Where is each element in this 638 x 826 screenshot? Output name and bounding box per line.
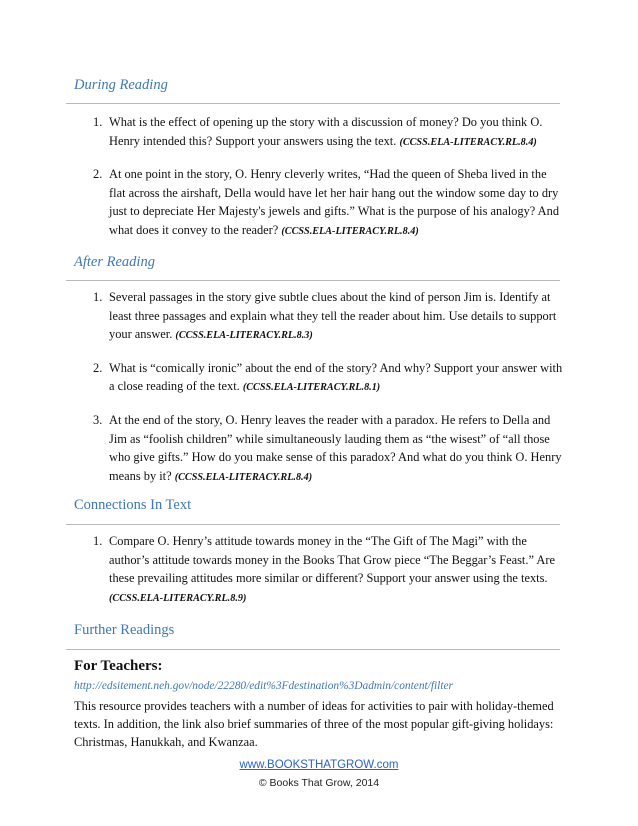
question-text: Several passages in the story give subtle clues about the kind of person Jim is. Identify at least three passages and explain what they tell the reader about him. Use details to support your answer. [109,290,557,342]
standard-citation: (CCSS.ELA-LITERACY.RL.8.4) [399,136,537,148]
section-title-during-reading: During Reading [74,77,168,93]
footer-website-link[interactable]: www.BOOKSTHATGROW.com [239,759,399,771]
during-reading-questions [66,113,566,242]
section-title-after-reading: After Reading [74,254,155,270]
after-reading-questions [66,288,566,487]
section-divider [66,524,560,525]
connections-questions [66,532,566,608]
for-teachers-heading: For Teachers: [74,658,163,674]
section-divider [66,103,560,104]
question-number: 1. [93,290,103,304]
standard-citation: (CCSS.ELA-LITERACY.RL.8.9) [109,592,247,604]
section-title-connections-in-text: Connections In Text [74,497,192,513]
teachers-resource-link[interactable]: http://edsitement.neh.gov/node/22280/edit%3Fdestination%3Dadmin/content/filter [74,680,453,692]
standard-citation: (CCSS.ELA-LITERACY.RL.8.3) [175,330,313,342]
footer-copyright: © Books That Grow, 2014 [258,777,380,789]
teachers-resource-description: This resource provides teachers with a number of ideas for activities to pair with holiday-themed texts. In addition, the link also brief summaries of three of the most popular gift-giving holidays: Christmas, Hanukkah, and Kwanzaa. [74,699,554,749]
question-number: 2. [93,167,103,182]
standard-citation: (CCSS.ELA-LITERACY.RL.8.1) [242,382,381,394]
question-item [66,165,566,241]
question-item [66,532,566,608]
section-title-further-readings: Further Readings [74,622,175,638]
question-number: 1. [93,115,103,129]
question-number: 1. [93,534,103,548]
question-number: 3. [93,412,103,427]
section-divider [66,649,560,650]
question-text: What is “comically ironic” about the end of the story? And why? Support your answer with a close reading of the text. [109,360,563,394]
standard-citation: (CCSS.ELA-LITERACY.RL.8.4) [174,471,313,483]
question-item [66,288,566,346]
question-text: At one point in the story, O. Henry cleverly writes, “Had the queen of Sheba lived in the flat across the airshaft, Della would have let her hair hang out the window some day to dry just to depreciate Her Majesty's jewels and gifts.” What is the purpose of his analogy? And what does it convey to the reader? [109,167,560,237]
question-text: What is the effect of opening up the story with a discussion of money? Do you think O. Henry intended this? Support your answers using the text. [109,115,543,148]
question-number: 2. [93,360,103,375]
question-item [66,411,566,487]
question-text: At the end of the story, O. Henry leaves the reader with a paradox. He refers to Della and Jim as “foolish children” while simultaneously lauding them as “the wisest” of “all those who give gifts.” How do you make sense of this paradox? And what do you think O. Henry means by it? [109,412,562,483]
question-item [66,359,566,398]
question-item [66,113,566,152]
section-divider [66,280,560,281]
question-text: Compare O. Henry’s attitude towards money in the “The Gift of The Magi” with the author’s attitude towards money in the Books That Grow piece “The Beggar’s Feast.” Are these prevailing attitudes more similar or different? Support your answer using the texts. [109,534,555,586]
standard-citation: (CCSS.ELA-LITERACY.RL.8.4) [281,225,419,237]
